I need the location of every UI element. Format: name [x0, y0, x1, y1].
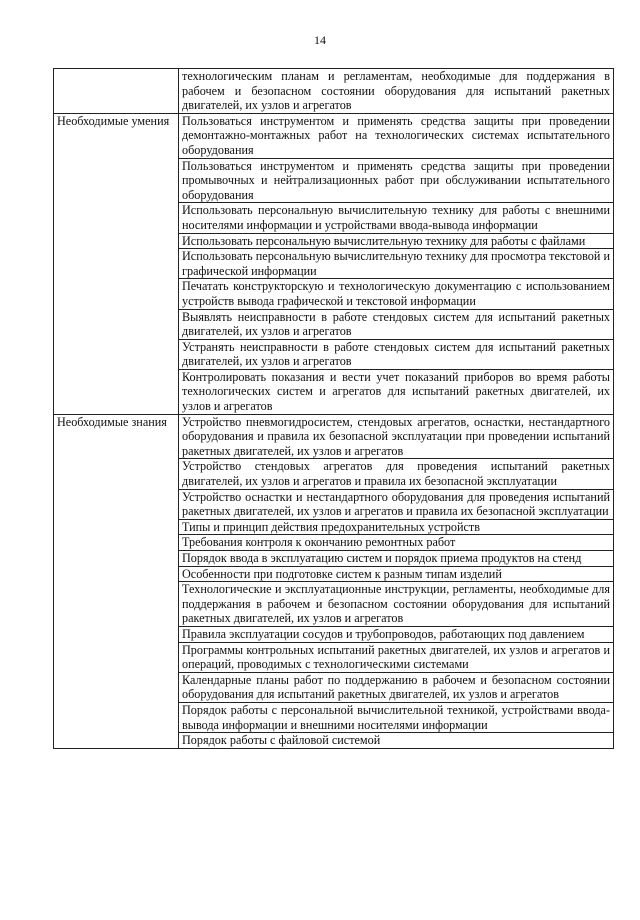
- category-cell: Необходимые знания: [54, 414, 179, 748]
- requirement-cell: Устранять неисправности в работе стендовых систем для испытаний ракетных двигателей, их узлов и агрегатов: [179, 339, 614, 369]
- page-number: 14: [314, 33, 326, 47]
- requirement-cell: Использовать персональную вычислительную технику для просмотра текстовой и графической информации: [179, 249, 614, 279]
- requirement-cell: Пользоваться инструментом и применять средства защиты при проведении демонтажно-монтажных работ на технологических системах испытательного оборудования: [179, 113, 614, 158]
- requirement-cell: Контролировать показания и вести учет показаний приборов во время работы технологических систем и агрегатов для испытаний ракетных двигателей, их узлов и агрегатов: [179, 369, 614, 414]
- requirement-cell: Программы контрольных испытаний ракетных двигателей, их узлов и агрегатов и операций, проводимых с технологическими системами: [179, 642, 614, 672]
- requirement-cell: Особенности при подготовке систем к разным типам изделий: [179, 566, 614, 582]
- qualification-table-body: [54, 69, 614, 749]
- requirement-cell: Печатать конструкторскую и технологическую документацию с использованием устройств вывода графической и текстовой информации: [179, 279, 614, 309]
- requirement-cell: Устройство пневмогидросистем, стендовых агрегатов, оснастки, нестандартного оборудования и правила их безопасной эксплуатации при проведении испытаний ракетных двигателей, их узлов и агрегатов: [179, 414, 614, 459]
- requirement-cell: Технологические и эксплуатационные инструкции, регламенты, необходимые для поддержания в рабочем и безопасном состоянии оборудования для испытаний ракетных двигателей, их узлов и агрегатов: [179, 582, 614, 627]
- requirement-cell: Устройство стендовых агрегатов для проведения испытаний ракетных двигателей, их узлов и агрегатов и правила их безопасной эксплуатации: [179, 459, 614, 489]
- requirement-cell: Пользоваться инструментом и применять средства защиты при проведении промывочных и нейтрализационных работ при обслуживании испытательного оборудования: [179, 158, 614, 203]
- qualification-table: [53, 68, 614, 749]
- category-cell: [54, 69, 179, 114]
- requirement-cell: Календарные планы работ по поддержанию в рабочем и безопасном состоянии оборудования для испытаний ракетных двигателей, их узлов и агрегатов: [179, 672, 614, 702]
- requirement-cell: Порядок работы с персональной вычислительной техникой, устройствами ввода-вывода информации и внешними носителями информации: [179, 702, 614, 732]
- table-row: [54, 113, 614, 158]
- requirement-cell: Использовать персональную вычислительную технику для работы с файлами: [179, 233, 614, 249]
- requirement-cell: Использовать персональную вычислительную технику для работы с внешними носителями информации и устройствами ввода-вывода информации: [179, 203, 614, 233]
- requirement-cell: Порядок работы с файловой системой: [179, 733, 614, 749]
- requirement-cell: Выявлять неисправности в работе стендовых систем для испытаний ракетных двигателей, их узлов и агрегатов: [179, 309, 614, 339]
- requirement-cell: Правила эксплуатации сосудов и трубопроводов, работающих под давлением: [179, 626, 614, 642]
- requirement-cell: Устройство оснастки и нестандартного оборудования для проведения испытаний ракетных двигателей, их узлов и агрегатов и правила их безопасной эксплуатации: [179, 489, 614, 519]
- category-cell: Необходимые умения: [54, 113, 179, 414]
- requirement-cell: Требования контроля к окончанию ремонтных работ: [179, 535, 614, 551]
- table-row: [54, 414, 614, 459]
- table-row: [54, 69, 614, 114]
- requirement-cell: Порядок ввода в эксплуатацию систем и порядок приема продуктов на стенд: [179, 551, 614, 567]
- requirement-cell: технологическим планам и регламентам, необходимые для поддержания в рабочем и безопасном состоянии оборудования для испытаний ракетных двигателей, их узлов и агрегатов: [179, 69, 614, 114]
- requirement-cell: Типы и принцип действия предохранительных устройств: [179, 519, 614, 535]
